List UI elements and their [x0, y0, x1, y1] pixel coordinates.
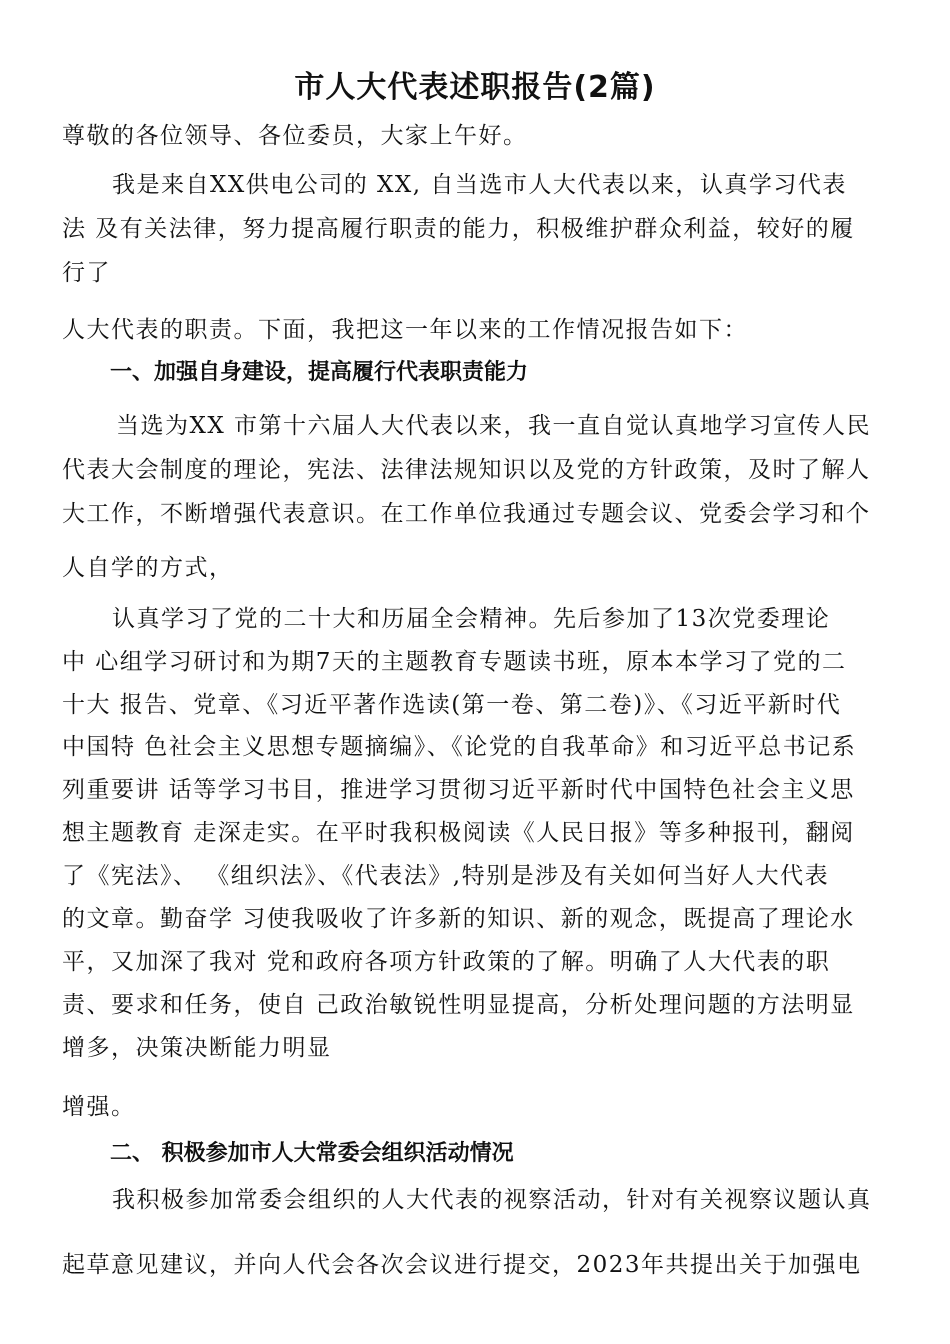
greeting-line: 尊敬的各位领导、各位委员，大家上午好。 — [62, 123, 528, 149]
paragraph-line: 我是来自XX供电公司的 XX, 自当选市人大代表以来，认真学习代表 — [112, 172, 847, 198]
paragraph-line: 人自学的方式， — [62, 555, 234, 581]
section-heading-1: 一、加强自身建设，提高履行代表职责能力 — [110, 360, 529, 385]
paragraph-line: 增多，决策决断能力明显 — [62, 1035, 332, 1061]
paragraph-line: 起草意见建议，并向人代会各次会议进行提交，2023年共提出关于加强电 — [62, 1252, 862, 1278]
paragraph-line: 十大 报告、党章、《习近平著作选读(第一卷、第二卷)》、《习近平新时代 — [62, 692, 842, 718]
section-heading-2: 二、 积极参加市人大常委会组织活动情况 — [110, 1141, 514, 1166]
paragraph-line: 行了 — [62, 260, 111, 286]
paragraph-line: 认真学习了党的二十大和历届全会精神。先后参加了13次党委理论 — [112, 606, 831, 632]
paragraph-line: 增强。 — [62, 1094, 136, 1120]
paragraph-line: 列重要讲 话等学习书目，推进学习贯彻习近平新时代中国特色社会主义思 — [62, 777, 855, 803]
paragraph-line: 法 及有关法律，努力提高履行职责的能力，积极维护群众利益，较好的履 — [62, 216, 855, 242]
paragraph-line: 中国特 色社会主义思想专题摘编》、《论党的自我革命》和习近平总书记系 — [62, 734, 857, 760]
document-title: 市人大代表述职报告(2篇) — [294, 70, 656, 105]
paragraph-line: 平，又加深了我对 党和政府各项方针政策的了解。明确了人大代表的职 — [62, 949, 831, 975]
paragraph-line: 了《宪法》、 《组织法》、《代表法》,特别是涉及有关如何当好人大代表 — [62, 863, 830, 889]
paragraph-line: 责、要求和任务，使自 己政治敏锐性明显提高，分析处理问题的方法明显 — [62, 992, 855, 1018]
paragraph-line: 想主题教育 走深走实。在平时我积极阅读《人民日报》等多种报刊，翻阅 — [62, 820, 855, 846]
paragraph-line: 大工作，不断增强代表意识。在工作单位我通过专题会议、党委会学习和个 — [62, 501, 871, 527]
paragraph-line: 我积极参加常委会组织的人大代表的视察活动，针对有关视察议题认真 — [112, 1187, 872, 1213]
paragraph-line: 代表大会制度的理论，宪法、法律法规知识以及党的方针政策，及时了解人 — [62, 457, 871, 483]
paragraph-line: 当选为XX 市第十六届人大代表以来，我一直自觉认真地学习宣传人民 — [116, 413, 872, 439]
paragraph-line: 中 心组学习研讨和为期7天的主题教育专题读书班，原本本学习了党的二 — [62, 649, 847, 675]
paragraph-line: 人大代表的职责。下面，我把这一年以来的工作情况报告如下： — [62, 317, 748, 343]
paragraph-line: 的文章。勤奋学 习使我吸收了许多新的知识、新的观念，既提高了理论水 — [62, 906, 855, 932]
